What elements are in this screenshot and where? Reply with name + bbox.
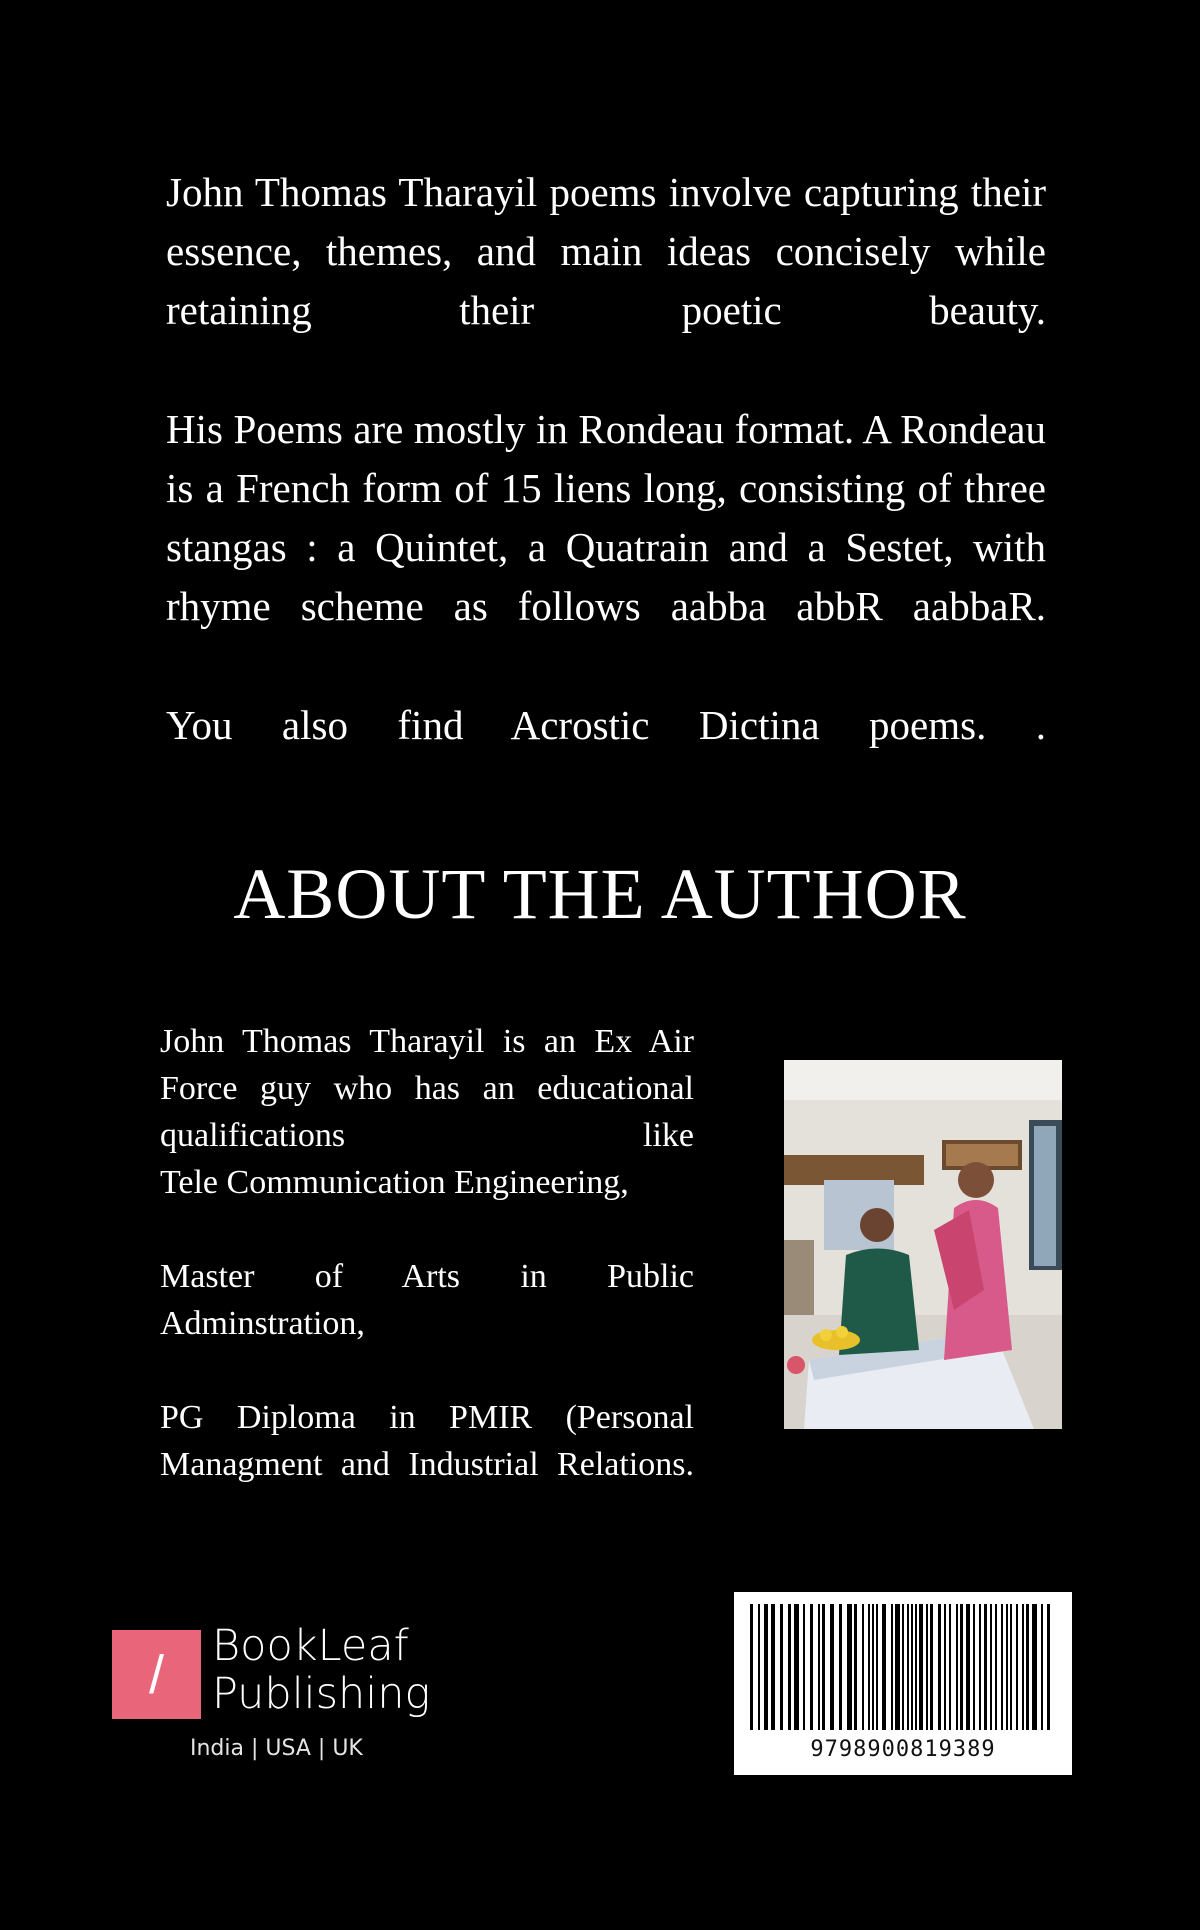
barcode-bar	[794, 1604, 799, 1730]
bio-text-engineering: Tele Communication Engineering,	[160, 1164, 629, 1201]
blurb-paragraph-2: His Poems are mostly in Rondeau format. A Rondeau is a French form of 15 liens long, consisting of three stangas : a Quintet, a Quatrain and a Sestet, with rhyme scheme as follows aabba abbR aabbaR.	[166, 406, 1046, 629]
barcode-bar	[902, 1604, 904, 1730]
barcode-bar	[930, 1604, 933, 1730]
barcode-bar	[862, 1604, 864, 1730]
publisher-name-line-1: BookLeaf	[212, 1621, 409, 1671]
barcode-bar	[1032, 1604, 1037, 1730]
barcode-bar	[803, 1604, 805, 1730]
publisher-regions: India | USA | UK	[190, 1736, 363, 1761]
barcode-bar	[895, 1604, 900, 1730]
back-cover-blurb	[166, 163, 1046, 815]
publisher-name	[212, 1622, 452, 1718]
barcode-bar	[984, 1604, 987, 1730]
barcode-bar	[1047, 1604, 1050, 1730]
barcode-bar	[915, 1604, 917, 1730]
isbn-number: 9798900819389	[810, 1737, 996, 1762]
barcode-bar	[1041, 1604, 1043, 1730]
barcode-bar	[907, 1604, 909, 1730]
author-photo	[784, 1060, 1062, 1429]
barcode-bar	[956, 1604, 958, 1730]
barcode-bar	[868, 1604, 870, 1730]
barcode-bar	[960, 1604, 963, 1730]
barcode-bar	[1016, 1604, 1018, 1730]
barcode-bar	[949, 1604, 951, 1730]
blurb-paragraph-3: You also find Acrostic Dictina poems. .	[166, 702, 1046, 748]
barcode-bar	[839, 1604, 842, 1730]
barcode-bar	[788, 1604, 791, 1730]
barcode-bar	[1010, 1604, 1012, 1730]
barcode-bar	[771, 1604, 775, 1730]
bio-paragraph-2: Master of Arts in Public Adminstration,	[160, 1258, 694, 1342]
barcode-bar	[1022, 1604, 1024, 1730]
barcode-bar	[891, 1604, 893, 1730]
barcode-bar	[1006, 1604, 1008, 1730]
barcode-bar	[995, 1604, 997, 1730]
barcode-bar	[822, 1604, 825, 1730]
publisher-name-line-2: Publishing	[212, 1669, 431, 1719]
isbn-barcode	[734, 1592, 1072, 1775]
barcode-bar	[847, 1604, 852, 1730]
barcode-bar	[758, 1604, 760, 1730]
barcode-bar	[938, 1604, 941, 1730]
barcode-bar	[973, 1604, 975, 1730]
slash-icon: /	[148, 1644, 164, 1705]
barcode-bar	[926, 1604, 928, 1730]
barcode-bar	[872, 1604, 874, 1730]
barcode-bar	[1026, 1604, 1029, 1730]
barcode-bar	[979, 1604, 981, 1730]
barcode-bar	[830, 1604, 834, 1730]
about-author-heading: ABOUT THE AUTHOR	[233, 854, 967, 934]
barcode-bar	[911, 1604, 913, 1730]
bio-text-qualifications: John Thomas Tharayil is an Ex Air Force guy who has an educational qualifications like	[160, 1023, 694, 1154]
barcode-bar	[854, 1604, 857, 1730]
author-photo-illustration	[784, 1060, 1062, 1429]
blurb-paragraph-1: John Thomas Tharayil poems involve capturing their essence, themes, and main ideas concisely while retaining their poetic beauty.	[166, 169, 1046, 333]
author-bio	[160, 1018, 694, 1488]
barcode-bar	[990, 1604, 992, 1730]
barcode-bar	[750, 1604, 753, 1730]
barcode-bar	[966, 1604, 970, 1730]
bio-paragraph-3: PG Diploma in PMIR (Personal Managment and Industrial Relations.	[160, 1399, 694, 1483]
barcode-bar	[882, 1604, 886, 1730]
barcode-bar	[780, 1604, 783, 1730]
barcode-bar	[1001, 1604, 1003, 1730]
barcode-bar	[764, 1604, 768, 1730]
barcode-bar	[919, 1604, 923, 1730]
bio-paragraph-1	[160, 1018, 694, 1206]
barcode-bar	[876, 1604, 878, 1730]
barcode-bar	[818, 1604, 820, 1730]
barcode-bar	[944, 1604, 946, 1730]
barcode-bar	[810, 1604, 813, 1730]
